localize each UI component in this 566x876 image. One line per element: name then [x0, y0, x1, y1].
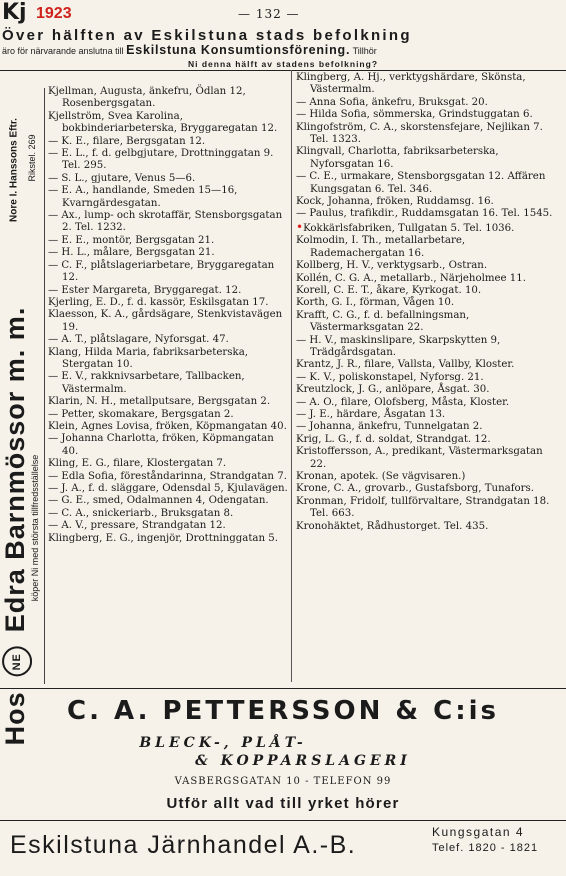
side-advertisement: [0, 88, 42, 746]
directory-entry: •Kokkärlsfabriken, Tullgatan 5. Tel. 1036.: [296, 219, 515, 234]
banner-divider: [0, 70, 566, 71]
banner-line-2-pre: äro för närvarande anslutna till: [2, 46, 124, 56]
directory-entry: Kollén, C. G. A., metallarb., Närjeholmee 11.: [296, 272, 526, 284]
directory-entry: — Hilda Sofia, sömmerska, Grindstuggatan 6.: [296, 109, 533, 121]
banner-line-2: [0, 44, 566, 58]
directory-entry: Klingvall, Charlotta, fabriksarbeterska, Nyforsgatan 16.: [296, 146, 499, 170]
directory-entry: Klingofström, C. A., skorstensfejare, Nejlikan 7. Tel. 1323.: [296, 121, 543, 146]
directory-entry: — C. A., snickeriarb., Bruksgatan 8.: [48, 507, 234, 519]
page-number: — 132 —: [238, 7, 300, 21]
directory-entry: — Anna Sofia, änkefru, Bruksgat. 20.: [296, 96, 488, 108]
directory-entry: Klarin, N. H., metallputsare, Bergsgatan 2.: [48, 396, 271, 408]
directory-entry: Kjellman, Augusta, änkefru, Ödlan 12, Rosenbergsgatan.: [48, 86, 246, 110]
year-annotation: 1923: [36, 5, 72, 22]
directory-right-column: [296, 72, 558, 533]
directory-entry: — Ester Margareta, Bryggaregat. 12.: [48, 284, 242, 296]
ads-divider: [0, 688, 566, 689]
directory-entry: — E. A., handlande, Smeden 15—16, Kvarngärdesgatan.: [48, 185, 238, 209]
directory-entry: Kronohäktet, Rådhustorget. Tel. 435.: [296, 520, 489, 532]
column-divider: [291, 70, 292, 682]
directory-entry: Klang, Hilda Maria, fabriksarbeterska, Stergatan 10.: [48, 346, 249, 370]
banner-line-1: Över hälften av Eskilstuna stads befolkning: [2, 27, 412, 44]
pettersson-name: C. A. PETTERSSON & C:is: [67, 696, 499, 726]
directory-entry: — J. E., härdare, Åsgatan 13.: [296, 408, 446, 420]
page-letters: Kj: [2, 0, 27, 25]
directory-entry: — Petter, skomakare, Bergsgatan 2.: [48, 408, 234, 420]
directory-entry: — Johanna, änkefru, Tunnelgatan 2.: [296, 421, 483, 433]
banner-line-3: Ni denna hälft av stadens befolkning?: [187, 59, 379, 69]
directory-entry: Kronman, Fridolf, tullförvaltare, Strandgatan 18. Tel. 663.: [296, 495, 550, 520]
directory-left-column: [48, 86, 288, 545]
directory-entry: — Edla Sofia, föreståndarinna, Strandgatan 7.: [48, 470, 287, 482]
side-ad-company: Nore I. Hanssons Eftr.: [8, 118, 20, 222]
directory-entry: Klingberg, A. Hj., verktygshärdare, Skönsta, Västermalm.: [296, 72, 526, 96]
directory-entry: Kreutzlock, J. G., anlöpare, Åsgat. 30.: [296, 384, 490, 396]
banner-line-2-post: Tillhör: [352, 46, 377, 56]
directory-entry: Korth, G. I., förman, Vågen 10.: [296, 297, 455, 309]
directory-entry: — K. E., filare, Bergsgatan 12.: [48, 135, 206, 147]
jarnhandel-name: Eskilstuna Järnhandel A.-B.: [10, 831, 357, 859]
red-marker-icon: •: [296, 219, 304, 234]
directory-entry: — J. A., f. d. släggare, Odensdal 5, Kjulavägen.: [48, 483, 288, 494]
directory-entry: Kjerling, E. D., f. d. kassör, Eskilsgatan 17.: [48, 296, 269, 308]
directory-entry: — A. O., filare, Olofsberg, Måsta, Kloster.: [296, 396, 510, 408]
jarnhandel-phone: Telef. 1820 - 1821: [432, 842, 539, 854]
jarnhandel-street: Kungsgatan 4: [432, 825, 525, 839]
directory-entry: — H. L., målare, Bergsgatan 21.: [48, 247, 215, 259]
directory-entry: Kling, E. G., filare, Klostergatan 7.: [48, 458, 227, 470]
directory-entry: — C. E., urmakare, Stensborgsgatan 12. Affären Kungsgatan 6. Tel. 346.: [296, 171, 546, 195]
directory-entry: — Paulus, trafikdir., Ruddamsgatan 16. Tel. 1545.: [296, 208, 553, 220]
directory-entry: Kock, Johanna, fröken, Ruddamsg. 16.: [296, 196, 494, 208]
pettersson-address: VASBERGSGATAN 10 - TELEFON 99: [174, 776, 392, 787]
directory-entry: Klein, Agnes Lovisa, fröken, Köpmangatan 40.: [48, 420, 287, 432]
directory-entry: — E. L., f. d. gelbgjutare, Drottninggatan 9. Tel. 295.: [48, 148, 274, 172]
directory-entry: — E. V., rakknivsarbetare, Tallbacken, Västermalm.: [48, 371, 245, 395]
pettersson-line-1: BLECK-, PLÅT-: [139, 735, 307, 751]
directory-entry: Krone, C. A., grovarb., Gustafsborg, Tunafors.: [296, 483, 534, 495]
side-ad-hos: Hos: [0, 691, 31, 746]
ne-logo-icon: NE: [2, 647, 32, 677]
directory-entry: — S. L., gjutare, Venus 5—6.: [48, 172, 196, 184]
top-banner: [0, 28, 566, 70]
side-ad-small-line: köper Ni med största tillfredsställelse: [30, 454, 40, 602]
directory-entry: Korell, C. E. T., åkare, Kyrkogat. 10.: [296, 284, 482, 296]
directory-entry: Kolmodin, I. Th., metallarbetare, Rademachergatan 16.: [296, 235, 466, 259]
directory-entry: — A. V., pressare, Strandgatan 12.: [48, 520, 226, 532]
side-ad-big-line: [0, 307, 32, 746]
directory-entry: — Johanna Charlotta, fröken, Köpmangatan 40.: [48, 433, 274, 457]
directory-entry: — G. E., smed, Odalmannen 4, Odengatan.: [48, 495, 269, 507]
directory-entry: — K. V., poliskonstapel, Nyforsg. 21.: [296, 371, 484, 383]
jarnhandel-divider: [0, 820, 566, 821]
directory-entry: Krafft, C. G., f. d. befallningsman, Västermarksgatan 22.: [296, 309, 470, 334]
directory-entry: — E. E., montör, Bergsgatan 21.: [48, 234, 215, 246]
directory-entry: Kjellström, Svea Karolina, bokbinderiarbeterska, Bryggaregatan 12.: [48, 110, 278, 135]
side-ad-phone: Rikstel. 269: [27, 134, 37, 182]
directory-entry: Klingberg, E. G., ingenjör, Drottninggatan 5.: [48, 532, 279, 544]
directory-entry: — H. V., maskinslipare, Skarpskytten 9, Trädgårdsgatan.: [296, 334, 501, 358]
directory-entry: Klaesson, K. A., gårdsägare, Stenkvistavägen 19.: [48, 309, 283, 333]
directory-entry: — C. F., plåtslageriarbetare, Bryggaregatan 12.: [48, 259, 275, 284]
directory-entry: Kronan, apotek. (Se vägvisaren.): [296, 471, 466, 482]
pettersson-line-2: & KOPPARSLAGERI: [195, 753, 411, 769]
banner-line-2-bold: Eskilstuna Konsumtionsförening.: [126, 43, 351, 57]
directory-entry: Kollberg, H. V., verktygsarb., Ostran.: [296, 260, 488, 272]
directory-entry: Krantz, J. R., filare, Vallsta, Vallby, Kloster.: [296, 359, 515, 371]
pettersson-slogan: Utför allt vad till yrket hörer: [166, 795, 400, 812]
directory-entry: — A. T., plåtslagare, Nyforsgat. 47.: [48, 334, 229, 346]
directory-entry: Krig, L. G., f. d. soldat, Strandgat. 12.: [296, 433, 491, 445]
side-ad-divider: [44, 88, 45, 684]
directory-entry: — Ax., lump- och skrotaffär, Stensborgsgatan 2. Tel. 1232.: [48, 210, 283, 234]
side-ad-product: Edra Barnmössor m. m.: [0, 306, 31, 633]
directory-entry: Kristoffersson, A., predikant, Västermarksgatan 22.: [296, 446, 543, 470]
